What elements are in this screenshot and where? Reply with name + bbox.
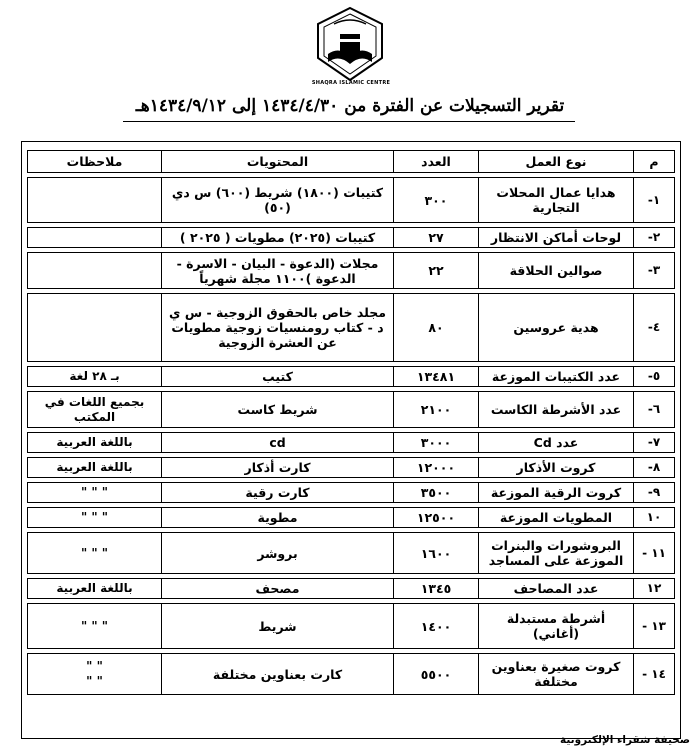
- row-count: ١٢٥٠٠: [393, 507, 478, 528]
- row-num: ١٣ -: [633, 603, 675, 649]
- row-notes: [27, 227, 161, 248]
- table-row: [27, 578, 675, 599]
- row-content: مجلات (الدعوة - البيان - الاسرة - الدعوة )١١٠٠ مجلة شهرياً: [161, 252, 393, 289]
- row-type: عدد الكتيبات الموزعة: [478, 366, 633, 387]
- row-type: هدايا عمال المحلات التجارية: [478, 177, 633, 223]
- row-type: كروت الأذكار: [478, 457, 633, 478]
- row-content: كتيب: [161, 366, 393, 387]
- header-num: م: [633, 150, 675, 173]
- row-num: ١-: [633, 177, 675, 223]
- row-num: ٣-: [633, 252, 675, 289]
- row-notes: باللغة العربية: [27, 457, 161, 478]
- header-content: المحتويات: [161, 150, 393, 173]
- row-content: مجلد خاص بالحقوق الزوجية - س ي د - كتاب رومنسيات زوجية مطويات عن العشرة الزوجية: [161, 293, 393, 362]
- row-type: عدد المصاحف: [478, 578, 633, 599]
- row-notes: " " " ": [27, 653, 161, 695]
- row-count: ٣٠٠٠: [393, 432, 478, 453]
- row-content: كارت بعناوين مختلفة: [161, 653, 393, 695]
- row-count: ١٣٤٨١: [393, 366, 478, 387]
- row-notes: [27, 252, 161, 289]
- row-type: عدد Cd: [478, 432, 633, 453]
- row-num: ٨-: [633, 457, 675, 478]
- row-content: مطوية: [161, 507, 393, 528]
- row-content: شريط كاست: [161, 391, 393, 428]
- row-content: شريط: [161, 603, 393, 649]
- table-row: [27, 482, 675, 503]
- row-type: كروت صغيرة بعناوين مختلفة: [478, 653, 633, 695]
- row-count: ٢١٠٠: [393, 391, 478, 428]
- row-count: ٣٠٠: [393, 177, 478, 223]
- row-notes: باللغة العربية: [27, 578, 161, 599]
- row-notes: " " ": [27, 482, 161, 503]
- row-num: ١٢: [633, 578, 675, 599]
- header-type: نوع العمل: [478, 150, 633, 173]
- row-count: ١٦٠٠: [393, 532, 478, 574]
- table-row: [27, 252, 675, 289]
- table-row: [27, 603, 675, 649]
- header-count: العدد: [393, 150, 478, 173]
- table-row: [27, 653, 675, 695]
- footer-source: صحيفة شقراء الإلكترونية: [559, 734, 690, 746]
- row-content: كارت رقية: [161, 482, 393, 503]
- row-type: المطويات الموزعة: [478, 507, 633, 528]
- row-content: بروشر: [161, 532, 393, 574]
- row-notes: " " ": [27, 603, 161, 649]
- row-num: ١٤ -: [633, 653, 675, 695]
- row-num: ٧-: [633, 432, 675, 453]
- row-count: ٥٥٠٠: [393, 653, 478, 695]
- row-content: cd: [161, 432, 393, 453]
- row-notes: " " ": [27, 532, 161, 574]
- row-count: ٢٧: [393, 227, 478, 248]
- row-count: ١٤٠٠: [393, 603, 478, 649]
- row-notes: [27, 293, 161, 362]
- row-type: البروشورات والبنرات الموزعة على المساجد: [478, 532, 633, 574]
- title-underline: [123, 121, 575, 122]
- row-num: ٥-: [633, 366, 675, 387]
- header-notes: ملاحظات: [27, 150, 161, 173]
- row-content: كارت أذكار: [161, 457, 393, 478]
- row-type: هدية عروسين: [478, 293, 633, 362]
- logo-emblem: [314, 6, 386, 82]
- row-content: كتيبات (١٨٠٠) شريط (٦٠٠) س دي (٥٠): [161, 177, 393, 223]
- row-num: ٩-: [633, 482, 675, 503]
- row-type: كروت الرقية الموزعة: [478, 482, 633, 503]
- row-notes: " " ": [27, 507, 161, 528]
- row-count: ١٢٠٠٠: [393, 457, 478, 478]
- row-type: أشرطة مستبدلة (أغاني): [478, 603, 633, 649]
- row-content: كتيبات (٢٠٢٥) مطويات ( ٢٠٢٥ ): [161, 227, 393, 248]
- row-content: مصحف: [161, 578, 393, 599]
- row-type: عدد الأشرطة الكاست: [478, 391, 633, 428]
- table-row: [27, 227, 675, 248]
- row-notes: بـ ٢٨ لغة: [27, 366, 161, 387]
- table-row: [27, 457, 675, 478]
- table-row: [27, 532, 675, 574]
- table-row: [27, 293, 675, 362]
- row-count: ٣٥٠٠: [393, 482, 478, 503]
- row-type: صوالين الحلاقة: [478, 252, 633, 289]
- table-row: [27, 366, 675, 387]
- table-row: [27, 177, 675, 223]
- row-num: ١٠: [633, 507, 675, 528]
- row-notes: بجميع اللغات في المكتب: [27, 391, 161, 428]
- table-row: [27, 432, 675, 453]
- table-row: [27, 391, 675, 428]
- row-count: ٨٠: [393, 293, 478, 362]
- row-count: ١٣٤٥: [393, 578, 478, 599]
- row-num: ١١ -: [633, 532, 675, 574]
- registrations-table: [27, 146, 675, 699]
- table-header-row: [27, 150, 675, 173]
- row-num: ٢-: [633, 227, 675, 248]
- row-count: ٢٢: [393, 252, 478, 289]
- row-num: ٦-: [633, 391, 675, 428]
- logo-caption: SHAQRA ISLAMIC CENTRE: [311, 80, 391, 86]
- table-body: [27, 177, 675, 695]
- table-row: [27, 507, 675, 528]
- row-type: لوحات أماكن الانتظار: [478, 227, 633, 248]
- row-num: ٤-: [633, 293, 675, 362]
- report-title: تقرير التسجيلات عن الفترة من ١٤٣٤/٤/٣٠ إلى ١٤٣٤/٩/١٢هـ: [135, 96, 565, 116]
- row-notes: [27, 177, 161, 223]
- row-notes: باللغة العربية: [27, 432, 161, 453]
